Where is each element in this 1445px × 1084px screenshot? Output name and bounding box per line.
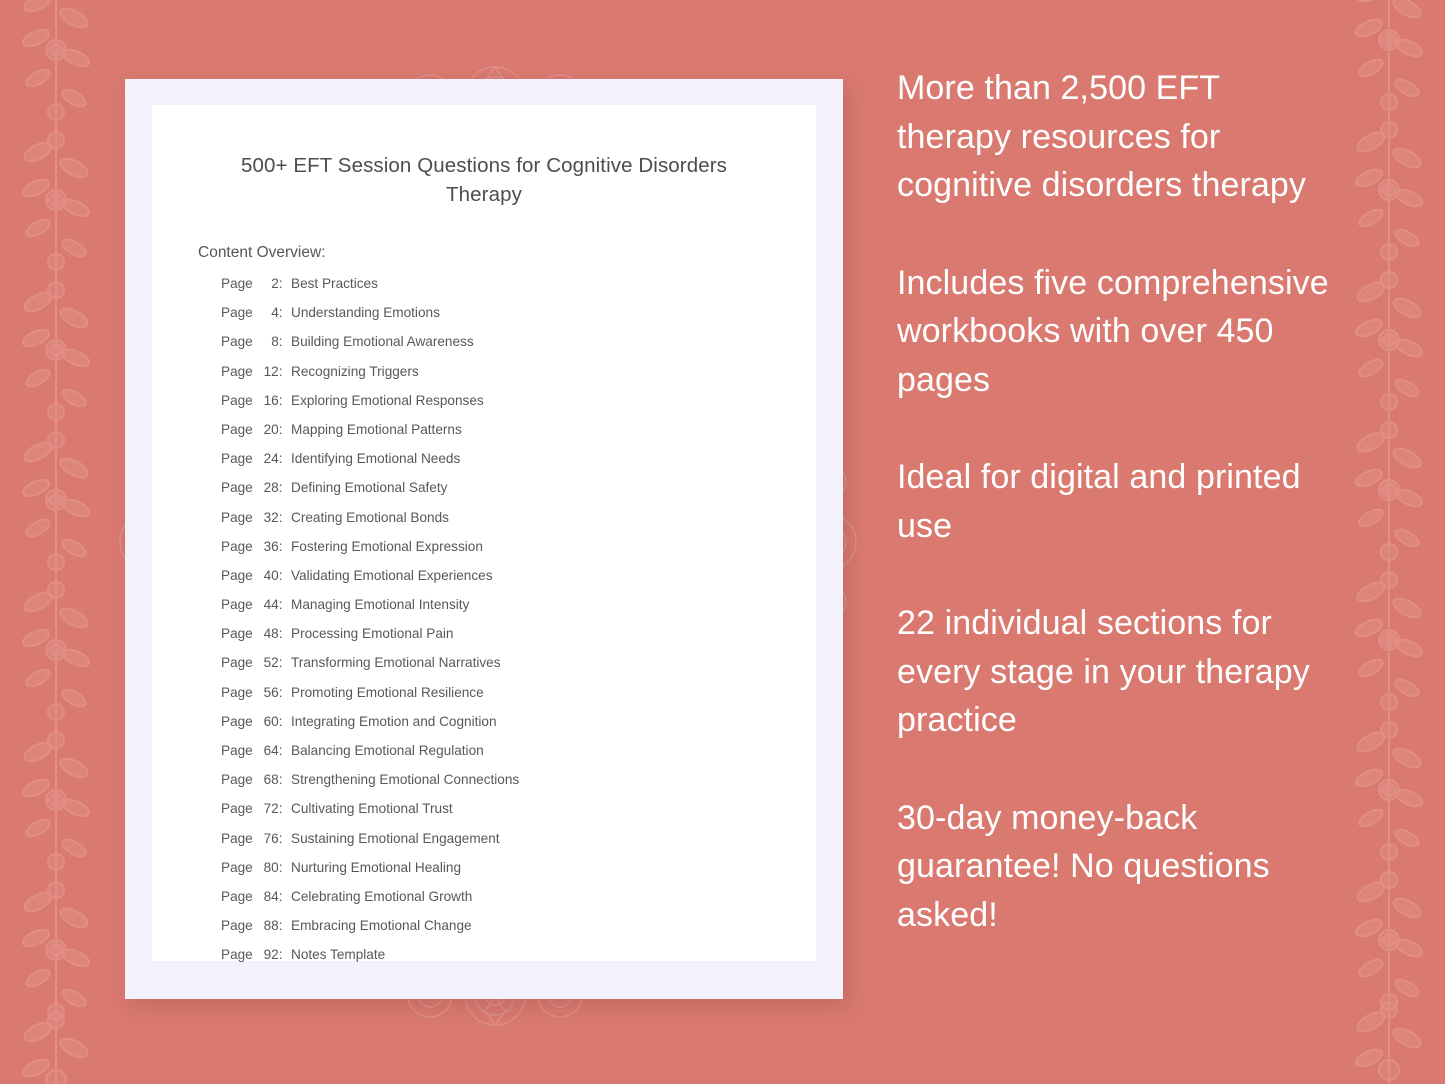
toc-page-word: Page	[221, 363, 253, 379]
document-preview-card	[125, 79, 843, 999]
toc-entry-title: Managing Emotional Intensity	[291, 597, 470, 613]
toc-entry-title: Recognizing Triggers	[291, 363, 419, 379]
toc-entry-page-label: Page 68:	[221, 772, 283, 788]
floral-vine-icon	[1337, 0, 1441, 120]
toc-entry-page-label: Page 8:	[221, 334, 283, 350]
toc-entry-page-number: 24	[263, 451, 279, 467]
toc-entry-page-label: Page 60:	[221, 713, 283, 729]
toc-entry	[152, 510, 816, 539]
toc-entry-page-label: Page 76:	[221, 830, 283, 846]
toc-entry-page-label: Page 88:	[221, 918, 283, 934]
floral-vine-icon	[1337, 120, 1441, 270]
toc-entry	[152, 743, 816, 772]
toc-page-word: Page	[221, 859, 253, 875]
toc-entry-title: Transforming Emotional Narratives	[291, 655, 501, 671]
toc-page-word: Page	[221, 509, 253, 525]
floral-vine-icon	[1337, 270, 1441, 420]
toc-entry-title: Celebrating Emotional Growth	[291, 888, 473, 904]
toc-entry-title: Processing Emotional Pain	[291, 626, 454, 642]
toc-page-word: Page	[221, 713, 253, 729]
toc-entry-title: Building Emotional Awareness	[291, 334, 474, 350]
floral-vine-icon	[4, 730, 108, 880]
toc-entry	[152, 655, 816, 684]
toc-entry	[152, 685, 816, 714]
toc-entry-page-number: 80	[263, 859, 279, 875]
toc-entry-page-label: Page 20:	[221, 421, 283, 437]
toc-entry-title: Cultivating Emotional Trust	[291, 801, 453, 817]
toc-entry	[152, 334, 816, 363]
floral-vine-icon	[1337, 570, 1441, 720]
toc-entry-title: Notes Template	[291, 947, 386, 963]
floral-vine-icon	[1337, 870, 1441, 1020]
floral-vine-icon	[4, 580, 108, 730]
toc-entry	[152, 597, 816, 626]
toc-entry	[152, 480, 816, 509]
marketing-bullet-list	[897, 64, 1329, 939]
toc-page-word: Page	[221, 830, 253, 846]
toc-entry-title: Creating Emotional Bonds	[291, 509, 449, 525]
toc-page-word: Page	[221, 684, 253, 700]
toc-entry-page-label: Page 72:	[221, 801, 283, 817]
toc-entry-title: Exploring Emotional Responses	[291, 392, 484, 408]
toc-entry-page-label: Page 32:	[221, 509, 283, 525]
toc-entry-page-number: 12	[263, 363, 279, 379]
toc-entry-page-number: 92	[263, 947, 279, 963]
toc-page-word: Page	[221, 421, 253, 437]
toc-entry	[152, 831, 816, 860]
floral-vine-icon	[4, 1010, 108, 1084]
toc-entry-page-number: 48	[263, 626, 279, 642]
toc-entry-page-label: Page 56:	[221, 684, 283, 700]
floral-vine-icon	[1337, 420, 1441, 570]
toc-page-word: Page	[221, 480, 253, 496]
toc-entry	[152, 422, 816, 451]
toc-entry	[152, 393, 816, 422]
floral-vine-icon	[4, 0, 108, 130]
toc-entry-title: Defining Emotional Safety	[291, 480, 448, 496]
toc-entry-title: Integrating Emotion and Cognition	[291, 713, 497, 729]
toc-page-word: Page	[221, 772, 253, 788]
toc-entry-page-number: 44	[263, 597, 279, 613]
toc-entry-page-label: Page 12:	[221, 363, 283, 379]
marketing-bullet: More than 2,500 EFT therapy resources for cognitive disorders therapy	[897, 69, 1307, 204]
toc-page-word: Page	[221, 334, 253, 350]
floral-vine-icon	[4, 430, 108, 580]
toc-entry-page-label: Page 2:	[221, 276, 283, 291]
content-overview-label: Content Overview:	[198, 244, 326, 261]
right-floral-border	[1333, 0, 1445, 1084]
toc-entry-page-number: 8	[271, 334, 279, 350]
toc-page-word: Page	[221, 888, 253, 904]
toc-entry-title: Fostering Emotional Expression	[291, 538, 483, 554]
toc-entry-page-number: 16	[263, 392, 279, 408]
toc-entry-page-label: Page 24:	[221, 451, 283, 467]
toc-entry	[152, 714, 816, 743]
toc-entry-title: Identifying Emotional Needs	[291, 451, 461, 467]
toc-page-word: Page	[221, 305, 253, 321]
toc-page-word: Page	[221, 918, 253, 934]
toc-entry	[152, 626, 816, 655]
toc-entry-page-number: 60	[263, 713, 279, 729]
toc-page-word: Page	[221, 626, 253, 642]
marketing-bullet: 22 individual sections for every stage in your therapy practice	[897, 604, 1310, 739]
toc-page-word: Page	[221, 655, 253, 671]
toc-entry-page-label: Page 84:	[221, 888, 283, 904]
toc-entry-title: Mapping Emotional Patterns	[291, 421, 462, 437]
toc-entry-page-number: 76	[263, 830, 279, 846]
toc-entry-page-label: Page 80:	[221, 859, 283, 875]
left-floral-border	[0, 0, 112, 1084]
toc-entry-page-label: Page 52:	[221, 655, 283, 671]
toc-entry-page-number: 2	[271, 276, 279, 291]
toc-entry-page-label: Page 36:	[221, 538, 283, 554]
toc-entry	[152, 539, 816, 568]
toc-entry-title: Promoting Emotional Resilience	[291, 684, 484, 700]
toc-entry-page-number: 32	[263, 509, 279, 525]
toc-entry	[152, 860, 816, 889]
toc-entry-page-number: 40	[263, 567, 279, 583]
toc-entry-page-number: 68	[263, 772, 279, 788]
toc-entry-page-label: Page 28:	[221, 480, 283, 496]
document-page	[152, 105, 816, 961]
toc-page-word: Page	[221, 276, 253, 291]
toc-entry	[152, 918, 816, 947]
toc-entry-title: Understanding Emotions	[291, 305, 440, 321]
toc-entry-title: Best Practices	[291, 276, 378, 291]
toc-entry	[152, 801, 816, 830]
toc-entry-page-number: 88	[263, 918, 279, 934]
toc-entry-title: Sustaining Emotional Engagement	[291, 830, 500, 846]
floral-vine-icon	[4, 280, 108, 430]
toc-entry-page-number: 36	[263, 538, 279, 554]
toc-entry-page-number: 20	[263, 421, 279, 437]
toc-entry	[152, 305, 816, 334]
toc-entry-title: Nurturing Emotional Healing	[291, 859, 462, 875]
toc-entry	[152, 364, 816, 393]
toc-entry-page-label: Page 4:	[221, 305, 283, 321]
toc-entry-page-label: Page 64:	[221, 743, 283, 758]
toc-entry	[152, 276, 816, 305]
page-title: 500+ EFT Session Questions for Cognitive Disorders Therapy	[240, 154, 728, 206]
toc-entry-page-label: Page 92:	[221, 947, 283, 963]
toc-entry-page-number: 52	[263, 655, 279, 671]
floral-vine-icon	[4, 130, 108, 280]
toc-entry-page-label: Page 16:	[221, 392, 283, 408]
toc-entry-page-label: Page 44:	[221, 597, 283, 613]
toc-page-word: Page	[221, 743, 253, 758]
toc-page-word: Page	[221, 538, 253, 554]
toc-page-word: Page	[221, 801, 253, 817]
toc-entry-page-number: 72	[263, 801, 279, 817]
toc-entry-title: Validating Emotional Experiences	[291, 567, 493, 583]
toc-entry-page-number: 56	[263, 684, 279, 700]
floral-vine-icon	[1337, 720, 1441, 870]
toc-entry-title: Balancing Emotional Regulation	[291, 743, 484, 758]
toc-entry-title: Strengthening Emotional Connections	[291, 772, 520, 788]
toc-entry	[152, 568, 816, 597]
toc-entry	[152, 889, 816, 918]
marketing-bullet: 30-day money-back guarantee! No questions asked!	[897, 798, 1270, 934]
toc-page-word: Page	[221, 392, 253, 408]
toc-entry-title: Embracing Emotional Change	[291, 918, 472, 934]
floral-vine-icon	[1337, 1000, 1441, 1084]
toc-entry	[152, 451, 816, 480]
table-of-contents	[152, 262, 816, 977]
toc-page-word: Page	[221, 451, 253, 467]
toc-entry-page-number: 4	[271, 305, 279, 321]
toc-entry-page-number: 64	[263, 743, 279, 758]
toc-entry	[152, 772, 816, 801]
toc-page-word: Page	[221, 567, 253, 583]
toc-entry-page-number: 28	[263, 480, 279, 496]
toc-page-word: Page	[221, 597, 253, 613]
toc-entry	[152, 947, 816, 976]
toc-page-word: Page	[221, 947, 253, 963]
toc-entry-page-label: Page 48:	[221, 626, 283, 642]
marketing-bullet: Ideal for digital and printed use	[897, 458, 1301, 545]
marketing-bullet: Includes five comprehensive workbooks with over 450 pages	[897, 263, 1329, 399]
floral-vine-icon	[4, 880, 108, 1030]
toc-entry-page-number: 84	[263, 888, 279, 904]
toc-entry-page-label: Page 40:	[221, 567, 283, 583]
